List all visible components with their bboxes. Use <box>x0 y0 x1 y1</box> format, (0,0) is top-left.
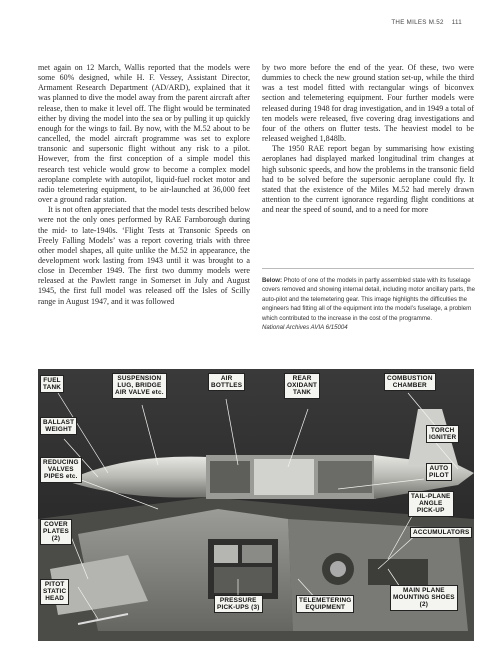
label-ballast-weight: BALLAST WEIGHT <box>40 417 77 435</box>
label-pitot-static-head: PITOT STATIC HEAD <box>40 579 69 605</box>
label-cover-plates: COVER PLATES (2) <box>40 519 72 545</box>
label-pressure-pickups: PRESSURE PICK-UPS (3) <box>214 595 263 613</box>
paragraph: met again on 12 March, Wallis reported that the models were some 60% designed, while H. F. Vessey, Assistant Director, Armament Research Department (AD/ARD), explained that it was planned to dive the model away from the parent aircraft after release, then to make it level off. The flight would be terminated either by diving the model into the sea or by pulling it up quickly enough for the wings to fail. By now, with the M.52 about to be cancelled, the model aircraft programme was set to explore transonic and supersonic flight without any risk to a pilot. However, from the first conception of a simple model this research test vehicle would grow to become a complex model aeroplane complete with autopilot, liquid-fuel rocket motor and radio telemetering equipment, to be air-launched at 36,000 feet over a ground radar station. <box>38 63 250 205</box>
label-rear-oxidant-tank: REAR OXIDANT TANK <box>284 373 320 399</box>
label-combustion-chamber: COMBUSTION CHAMBER <box>384 373 436 391</box>
caption-source: National Archives AVIA 6/15004 <box>262 324 348 332</box>
caption-divider <box>262 268 474 269</box>
photo-caption <box>262 276 476 332</box>
model-photograph <box>38 369 474 641</box>
left-text-column <box>38 63 250 307</box>
label-air-bottles: AIR BOTTLES <box>208 373 245 391</box>
label-fuel-tank: FUEL TANK <box>40 375 64 393</box>
label-auto-pilot: AUTO PILOT <box>426 463 452 481</box>
right-text-column <box>262 63 474 215</box>
running-head-title: THE MILES M.52 <box>391 19 444 26</box>
label-main-plane-shoes: MAIN PLANE MOUNTING SHOES (2) <box>390 585 458 611</box>
label-torch-igniter: TORCH IGNITER <box>426 425 459 443</box>
paragraph: The 1950 RAE report began by summarising how existing aeroplanes had displayed marked longitudinal trim changes at high subsonic speeds, and how the problems in the transonic field had to be solved before the supersonic aeroplane could fly. It stated that the existence of the Miles M.52 had merely drawn attention to the current ignorance regarding flight conditions at and near the speed of sound, and to a need for more <box>262 144 474 215</box>
caption-lead: Below: <box>262 277 282 284</box>
page-number: 111 <box>451 19 462 26</box>
label-suspension-lug: SUSPENSION LUG, BRIDGE AIR VALVE etc. <box>112 373 167 399</box>
label-tail-plane-pickup: TAIL-PLANE ANGLE PICK-UP <box>408 491 454 517</box>
caption-text: Photo of one of the models in partly assembled state with its fuselage covers removed and showing internal detail, including motor ancillary parts, the auto-pilot and the telemetering gear. This image highlights the difficulties the engineers had fitting all of the equipment into the model’s fuselage, a problem which contributed to the increase in the cost of the programme. <box>262 277 476 322</box>
label-telemetering-equipment: TELEMETERING EQUIPMENT <box>296 595 354 613</box>
label-reducing-valves: REDUCING VALVES PIPES etc. <box>40 457 82 483</box>
running-head <box>391 19 462 26</box>
paragraph: It is not often appreciated that the model tests described below were not the only ones performed by RAE Farnborough during the mid- to late-1940s. ‘Flight Tests at Transonic Speeds on Freely Falling Models’ was a report covering trials with three other model shapes, all quite unlike the M.52 in appearance, the development work lasting from 1943 until it was brought to a close in December 1949. The first two dummy models were released at the Pawlett range in Somerset in July and August 1945, the first full model was released off the Isles of Scilly range in August 1947, and it was followed <box>38 205 250 306</box>
label-accumulators: ACCUMULATORS <box>410 527 472 538</box>
paragraph: by two more before the end of the year. Of these, two were dummies to check the new ground station set-up, while the third was a test model fitted with rectangular wings of biconvex section and telemetering equipment. Four further models were released during 1948 for drag investigation, and in 1949 a total of ten models were released, five covering drag investigations and four of the others on flutter tests. The heaviest model to be released weighed 1,848lb. <box>262 63 474 144</box>
